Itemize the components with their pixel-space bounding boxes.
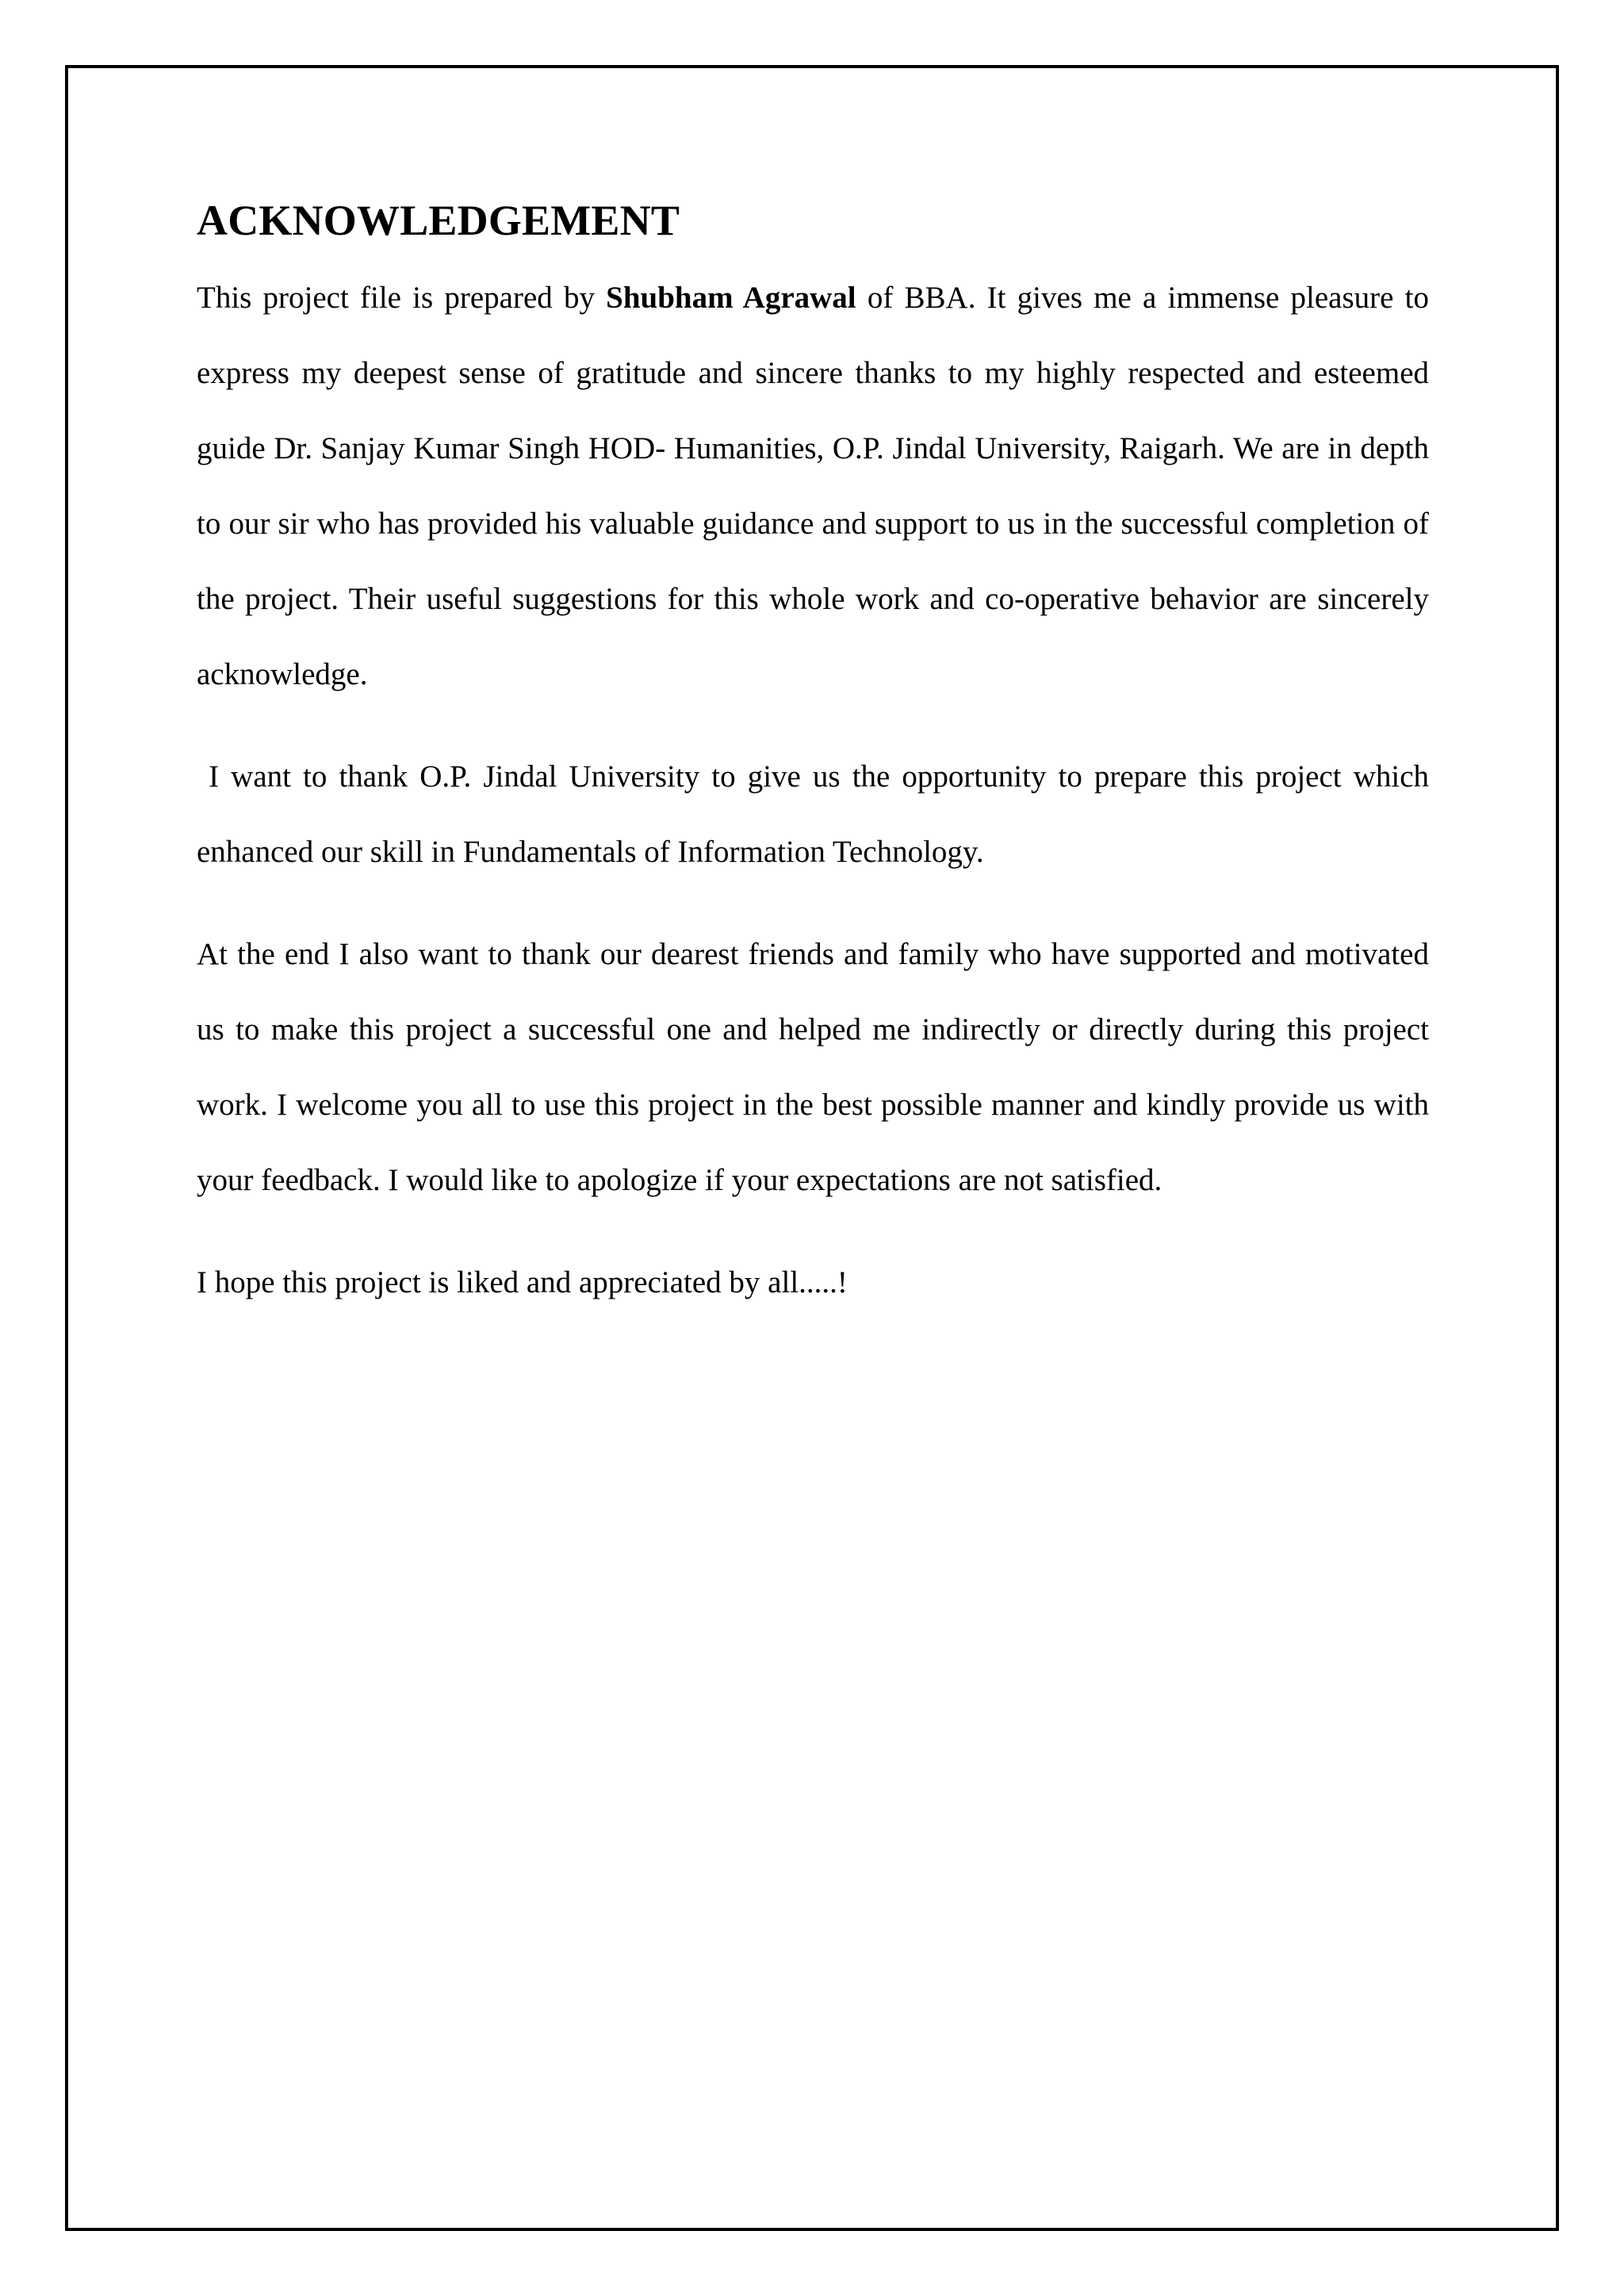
document-body xyxy=(197,189,1437,1347)
page-title: ACKNOWLEDGEMENT xyxy=(197,197,680,244)
paragraph-university: I want to thank O.P. Jindal University to give us the opportunity to prepare this project which enhanced our skill in Fundamentals of Information Technology. xyxy=(197,760,1437,869)
author-name: Shubham Agrawal xyxy=(606,281,856,315)
intro-text-end: of BBA. It gives me a immense pleasure to express my deepest sense of gratitude and sincere thanks to my highly respected and esteemed guide Dr. Sanjay Kumar Singh HOD- Humanities, O.P. Jindal University, Raigarh. We are in depth to our sir who has provided his valuable guidance and support to us in the successful completion of the project. Their useful suggestions for this whole work and co-operative behavior are sincerely acknowledge. xyxy=(197,281,1429,691)
paragraph-intro xyxy=(197,260,1429,712)
paragraph-friends-family: At the end I also want to thank our dearest friends and family who have supported and motivated us to make this project a successful one and helped me indirectly or directly during this project work. I welcome you all to use this project in the best possible manner and kindly provide us with your feedback. I would like to apologize if your expectations are not satisfied. xyxy=(197,937,1429,1197)
paragraph-closing: I hope this project is liked and appreciated by all.....! xyxy=(197,1265,848,1299)
intro-text-start: This project file is prepared by xyxy=(197,281,607,315)
